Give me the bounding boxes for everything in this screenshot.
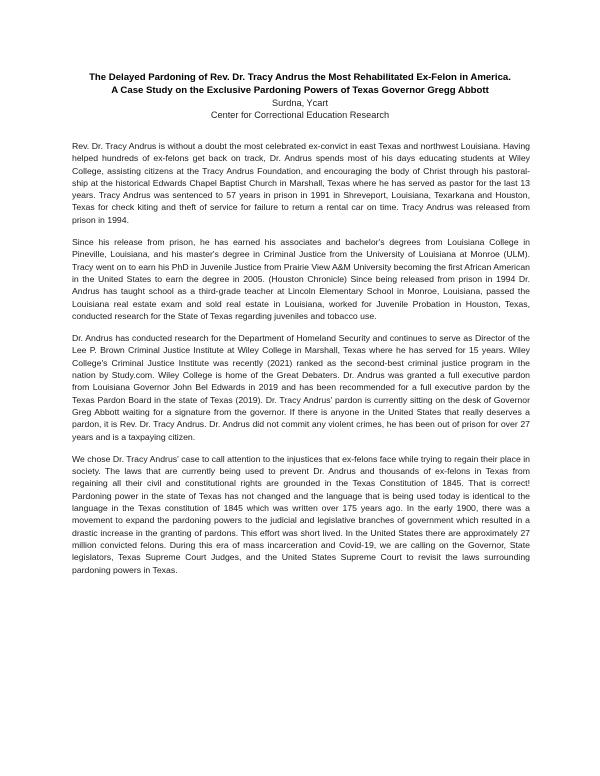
paper-title-line-1: The Delayed Pardoning of Rev. Dr. Tracy Andrus the Most Rehabilitated Ex-Felon in America.: [89, 72, 511, 83]
paper-title-line-2: A Case Study on the Exclusive Pardoning Powers of Texas Governor Gregg Abbott: [111, 85, 489, 96]
paragraph-4: We chose Dr. Tracy Andrus' case to call attention to the injustices that ex-felons face while trying to regain their place in society. The laws that are currently being used to prevent Dr. Andrus and thousands of ex-felons in Texas from regaining all their civil and constitutional rights are grounded in the Texas Constitution of 1845. That is correct! Pardoning power in the state of Texas has not changed and the language that is being used today is identical to the language in the Texas constitution of 1845 which was written over 175 years ago. In the early 1900, there was a movement to expand the pardoning powers to the judicial and legislative branches of government which resulted in a drastic increase in the granting of pardons. This effort was short lived. In the United States there are approximately 27 million convicted felons. During this era of mass incarceration and Covid-19, we are calling on the Governor, State legislators, Texas Supreme Court Judges, and the United States Supreme Court to revisit the laws surrounding pardoning powers in Texas.: [72, 453, 530, 575]
title-block: [60, 71, 540, 121]
author-names: Surdna, Ycart: [271, 98, 328, 108]
author-affiliation: Center for Correctional Education Research: [210, 110, 390, 120]
paragraph-1: Rev. Dr. Tracy Andrus is without a doubt the most celebrated ex-convict in east Texas and northwest Louisiana. Having helped hundreds of ex-felons get back on track, Dr. Andrus spends most of his days educating students at Wiley College, assisting citizens at the Tracy Andrus Foundation, and encouraging the body of Christ through his pastoral-ship at the historical Edwards Chapel Baptist Church in Marshall, Texas where he has served as pastor for the last 13 years. Tracy Andrus was sentenced to 57 years in prison in 1991 in Shreveport, Louisiana, Texarkana and Houston, Texas for check kiting and theft of service for failure to return a rental car on time. Tracy Andrus was released from prison in 1994.: [72, 141, 530, 225]
paragraph-3: Dr. Andrus has conducted research for the Department of Homeland Security and continues to serve as Director of the Lee P. Brown Criminal Justice Institute at Wiley College in Marshall, Texas where he has served for 15 years. Wiley College's Criminal Justice Institute was recently (2021) ranked as the second-best criminal justice program in the nation by Study.com. Wiley College is home of the Great Debaters. Dr. Andrus was granted a full executive pardon from Louisiana Governor John Bel Edwards in 2019 and has been recommended for a full executive pardon by the Texas Pardon Board in the state of Texas (2019). Dr. Tracy Andrus' pardon is currently sitting on the desk of Governor Greg Abbott waiting for a signature from the governor. If there is anyone in the United States that really deserves a pardon, it is Rev. Dr. Tracy Andrus. Dr. Andrus did not commit any violent crimes, he has been out of prison for over 27 years and is a taxpaying citizen.: [72, 333, 530, 442]
body-text: [72, 140, 530, 586]
paragraph-2: Since his release from prison, he has earned his associates and bachelor's degrees from Louisiana College in Pineville, Louisiana, and his master's degree in Criminal Justice from the University of Louisiana at Monroe (ULM). Tracy went on to earn his PhD in Juvenile Justice from Prairie View A&M University becoming the first African American in the United States to earn the degree in 2005. (Houston Chronicle) Since being released from prison in 1994 Dr. Andrus has taught school as a third-grade teacher at Lincoln Elementary School in Monroe, Louisiana, passed the Louisiana real estate exam and sold real estate in Louisiana, worked for Juvenile Probation in Houston, Texas, conducted research for the State of Texas regarding juveniles and tobacco use.: [72, 237, 530, 321]
